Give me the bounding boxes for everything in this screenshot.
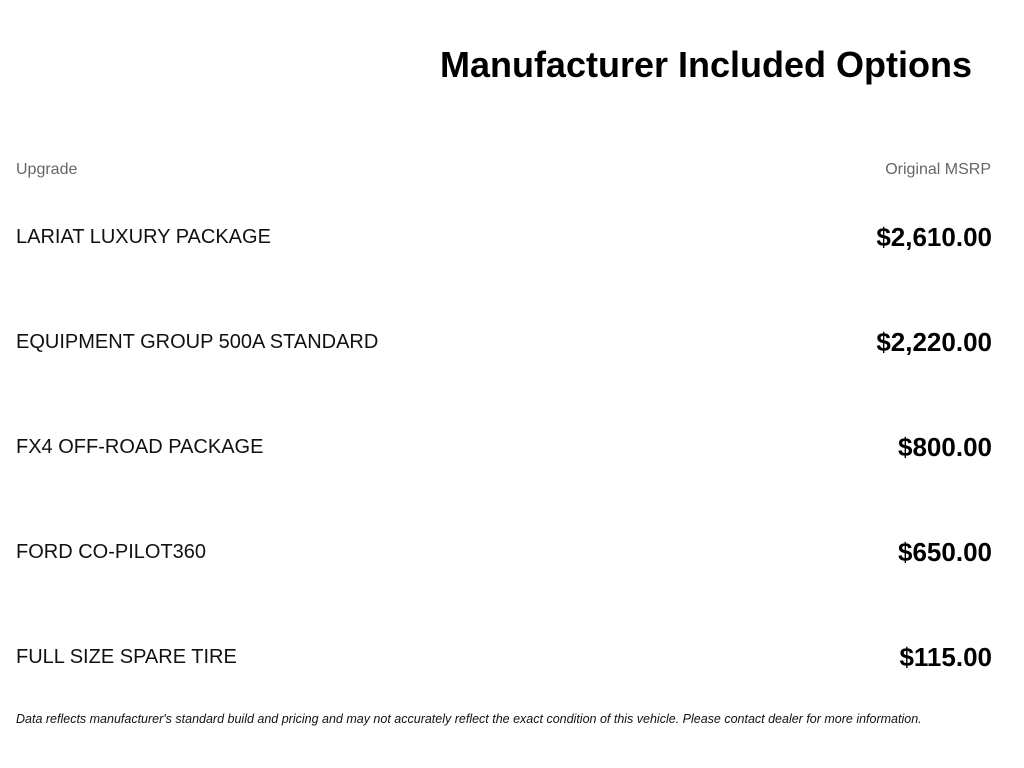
option-price: $650.00	[898, 536, 992, 567]
option-name: LARIAT LUXURY PACKAGE	[16, 225, 271, 248]
option-row	[16, 532, 992, 572]
option-price: $115.00	[899, 641, 992, 672]
option-row	[16, 217, 992, 257]
option-row	[16, 427, 992, 467]
msrp-column-header: Original MSRP	[885, 161, 991, 178]
upgrade-column-header: Upgrade	[16, 161, 78, 178]
option-name: FULL SIZE SPARE TIRE	[16, 645, 237, 668]
option-name: FORD CO-PILOT360	[16, 540, 207, 563]
option-price: $2,220.00	[876, 326, 992, 357]
option-name: EQUIPMENT GROUP 500A STANDARD	[16, 330, 379, 353]
disclaimer-text: Data reflects manufacturer's standard build and pricing and may not accurately reflect the exact condition of this vehicle. Please contact dealer for more information.	[16, 712, 922, 726]
option-price: $800.00	[898, 431, 992, 462]
page-title: Manufacturer Included Options	[439, 44, 972, 85]
option-row	[16, 322, 992, 362]
option-row	[16, 637, 992, 677]
option-price: $2,610.00	[876, 221, 992, 252]
option-name: FX4 OFF-ROAD PACKAGE	[16, 435, 264, 458]
